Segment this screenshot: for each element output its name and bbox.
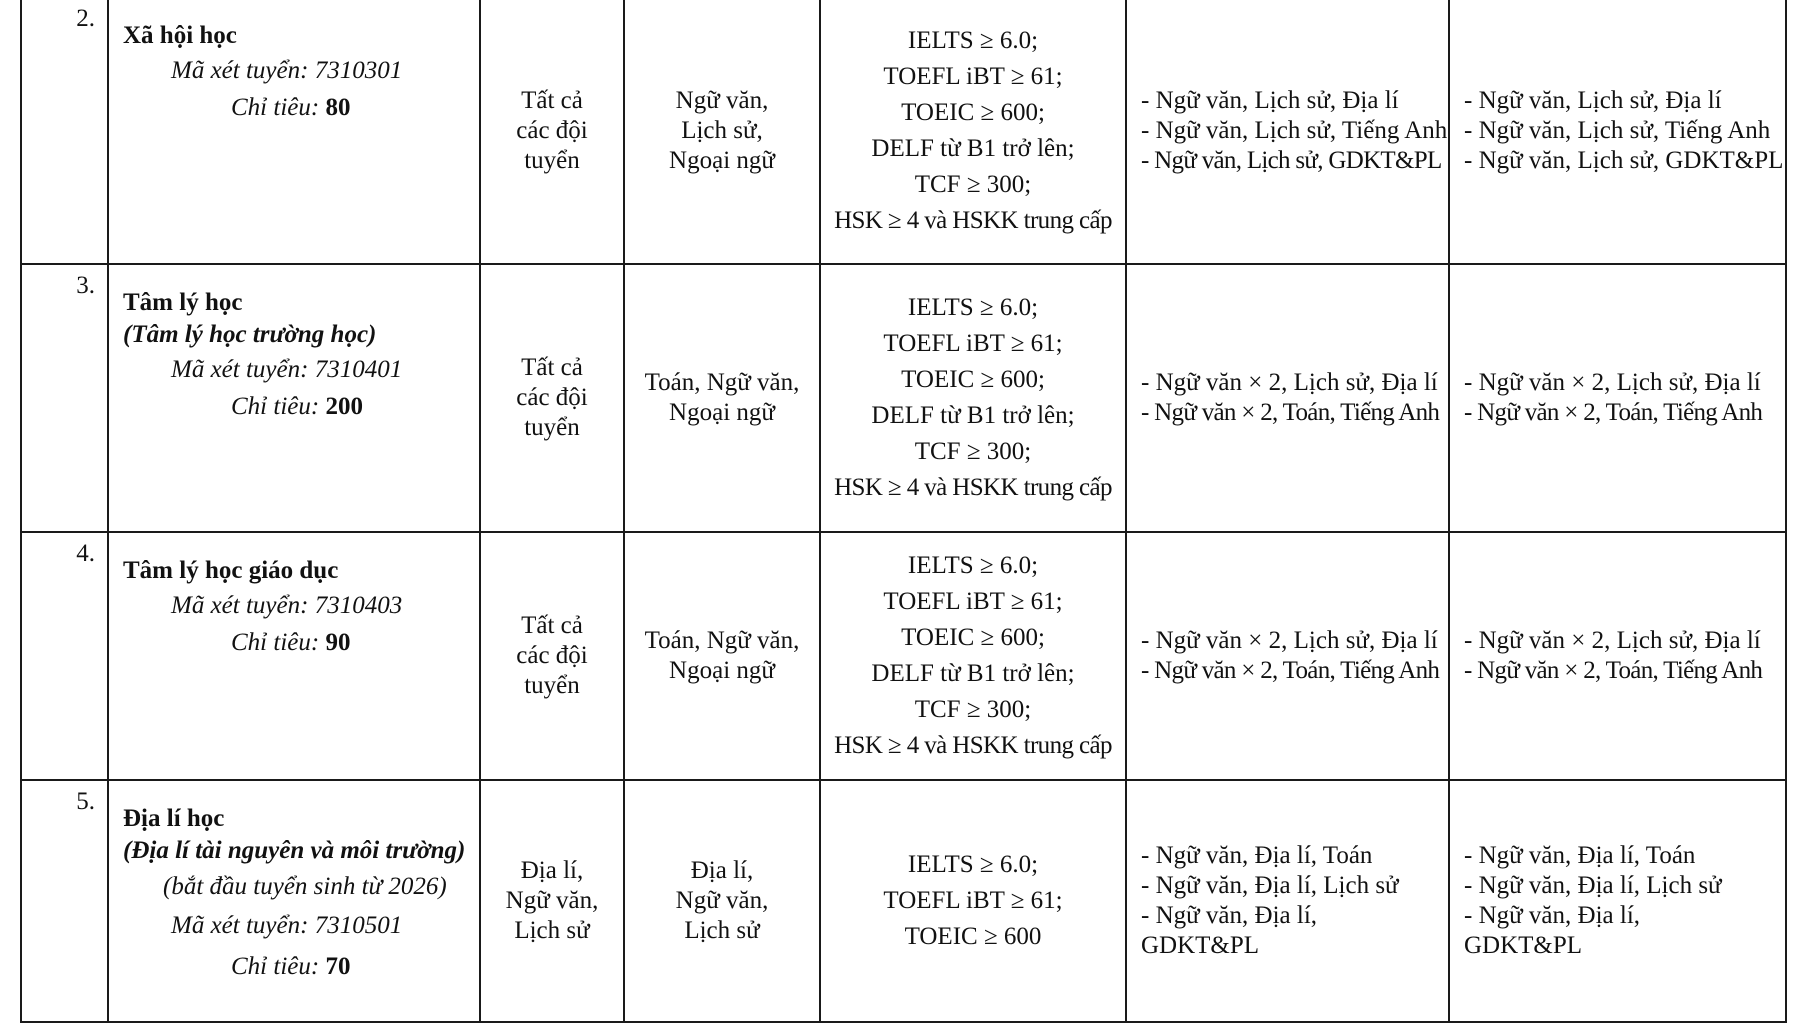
major-quota	[123, 90, 471, 126]
teams-line: Ngữ văn,	[505, 887, 599, 914]
major-code	[123, 907, 471, 945]
teams-line: tuyển	[524, 672, 580, 699]
code-label: Mã xét tuyển:	[171, 356, 309, 383]
certificate-line: DELF từ B1 trở lên;	[871, 402, 1075, 429]
combinations-cell-b	[1449, 780, 1786, 1022]
teams-line: các đội	[516, 116, 588, 144]
certificate-line: TOEFL iBT ≥ 61;	[883, 330, 1063, 357]
teams-line: Lịch sử	[514, 917, 590, 944]
combination-line: - Ngữ văn × 2, Lịch sử, Địa lí	[1464, 369, 1761, 396]
teams-cell	[480, 532, 624, 780]
certificate-line: TOEIC ≥ 600	[904, 923, 1042, 950]
subjects-line: Lịch sử	[684, 917, 760, 944]
row-number: 5.	[21, 780, 108, 1022]
combination-line: - Ngữ văn, Địa lí,	[1464, 902, 1641, 929]
quota-value: 70	[325, 953, 351, 980]
major-name: Tâm lý học giáo dục	[123, 557, 339, 584]
combination-line: - Ngữ văn × 2, Toán, Tiếng Anh	[1141, 399, 1440, 426]
certificates-cell	[820, 264, 1126, 532]
subjects-cell	[624, 264, 820, 532]
certificates-cell	[820, 0, 1126, 264]
code-label: Mã xét tuyển:	[171, 592, 309, 619]
subjects-line: Ngoại ngữ	[669, 657, 775, 684]
certificate-line: DELF từ B1 trở lên;	[871, 660, 1075, 687]
quota-label: Chỉ tiêu:	[231, 393, 320, 420]
row-number: 2.	[21, 0, 108, 264]
major-cell	[108, 0, 480, 264]
table-row	[21, 780, 1786, 1022]
major-cell	[108, 532, 480, 780]
certificate-line: TOEIC ≥ 600;	[901, 98, 1045, 126]
subjects-line: Ngữ văn,	[675, 86, 769, 114]
major-name: Địa lí học	[123, 805, 225, 832]
quota-label: Chỉ tiêu:	[231, 94, 320, 121]
certificate-line: HSK ≥ 4 và HSKK trung cấp	[834, 474, 1112, 501]
certificate-line: IELTS ≥ 6.0;	[907, 26, 1039, 54]
major-name: Tâm lý học	[123, 289, 243, 316]
row-number: 3.	[21, 264, 108, 532]
teams-line: Địa lí,	[520, 857, 584, 884]
quota-label: Chỉ tiêu:	[231, 953, 320, 980]
major-cell	[108, 780, 480, 1022]
combination-line: - Ngữ văn, Lịch sử, GDKT&PL	[1141, 146, 1442, 174]
subjects-line: Ngoại ngữ	[669, 146, 775, 174]
major-quota	[123, 945, 471, 985]
subjects-line: Địa lí,	[690, 857, 754, 884]
table-row	[21, 264, 1786, 532]
admissions-table	[20, 0, 1787, 1023]
code-value: 7310401	[314, 356, 403, 383]
certificate-line: IELTS ≥ 6.0;	[907, 851, 1039, 878]
major-name: Xã hội học	[123, 22, 237, 49]
combination-line: GDKT&PL	[1464, 932, 1583, 959]
combination-line: - Ngữ văn, Địa lí, Toán	[1464, 842, 1696, 869]
subjects-cell	[624, 780, 820, 1022]
subjects-line: Toán, Ngữ văn,	[644, 369, 800, 396]
teams-cell	[480, 264, 624, 532]
combinations-cell-b	[1449, 264, 1786, 532]
major-code	[123, 587, 471, 625]
code-value: 7310501	[314, 912, 403, 939]
subjects-cell	[624, 532, 820, 780]
combination-line: - Ngữ văn, Lịch sử, GDKT&PL	[1464, 146, 1784, 174]
combination-line: - Ngữ văn, Địa lí, Lịch sử	[1464, 872, 1722, 899]
teams-cell	[480, 780, 624, 1022]
certificate-line: TOEFL iBT ≥ 61;	[883, 588, 1063, 615]
subjects-line: Toán, Ngữ văn,	[644, 627, 800, 654]
subjects-cell	[624, 0, 820, 264]
certificate-line: TOEFL iBT ≥ 61;	[883, 62, 1063, 90]
teams-line: Tất cả	[521, 612, 583, 639]
code-value: 7310301	[314, 57, 403, 84]
certificate-line: TCF ≥ 300;	[914, 696, 1032, 723]
combination-line: - Ngữ văn × 2, Toán, Tiếng Anh	[1464, 399, 1763, 426]
teams-line: Tất cả	[521, 354, 583, 381]
major-quota	[123, 389, 471, 425]
code-label: Mã xét tuyển:	[171, 57, 309, 84]
combinations-cell-a	[1126, 0, 1449, 264]
major-code	[123, 52, 471, 90]
major-subname: (Tâm lý học trường học)	[123, 321, 377, 348]
teams-line: tuyển	[524, 414, 580, 441]
combination-line: - Ngữ văn, Địa lí,	[1141, 902, 1318, 929]
combination-line: GDKT&PL	[1141, 932, 1260, 959]
major-quota	[123, 625, 471, 661]
combination-line: - Ngữ văn × 2, Toán, Tiếng Anh	[1141, 657, 1440, 684]
combination-line: - Ngữ văn × 2, Lịch sử, Địa lí	[1141, 627, 1438, 654]
combination-line: - Ngữ văn, Địa lí, Lịch sử	[1141, 872, 1399, 899]
combination-line: - Ngữ văn × 2, Lịch sử, Địa lí	[1464, 627, 1761, 654]
major-cell	[108, 264, 480, 532]
combinations-cell-b	[1449, 532, 1786, 780]
combinations-cell-a	[1126, 780, 1449, 1022]
teams-line: các đội	[516, 642, 588, 669]
teams-line: tuyển	[524, 146, 580, 174]
certificate-line: DELF từ B1 trở lên;	[871, 134, 1075, 162]
combinations-cell-a	[1126, 532, 1449, 780]
combination-line: - Ngữ văn, Lịch sử, Tiếng Anh	[1464, 116, 1771, 144]
certificate-line: TCF ≥ 300;	[914, 170, 1032, 198]
certificates-cell	[820, 780, 1126, 1022]
subjects-line: Ngoại ngữ	[669, 399, 775, 426]
certificate-line: HSK ≥ 4 và HSKK trung cấp	[834, 206, 1112, 234]
certificate-line: IELTS ≥ 6.0;	[907, 552, 1039, 579]
combination-line: - Ngữ văn, Lịch sử, Địa lí	[1464, 86, 1722, 114]
row-number: 4.	[21, 532, 108, 780]
major-note: (bắt đầu tuyển sinh từ 2026)	[163, 873, 447, 900]
combination-line: - Ngữ văn, Lịch sử, Địa lí	[1141, 86, 1399, 114]
code-label: Mã xét tuyển:	[171, 912, 309, 939]
quota-value: 80	[325, 94, 351, 121]
quota-value: 200	[325, 393, 363, 420]
certificate-line: HSK ≥ 4 và HSKK trung cấp	[834, 732, 1112, 759]
certificate-line: TOEIC ≥ 600;	[901, 366, 1045, 393]
major-subname: (Địa lí tài nguyên và môi trường)	[123, 837, 466, 864]
subjects-line: Ngữ văn,	[675, 887, 769, 914]
certificate-line: TOEFL iBT ≥ 61;	[883, 887, 1063, 914]
code-value: 7310403	[314, 592, 403, 619]
combinations-cell-b	[1449, 0, 1786, 264]
quota-label: Chỉ tiêu:	[231, 629, 320, 656]
certificates-cell	[820, 532, 1126, 780]
certificate-line: TOEIC ≥ 600;	[901, 624, 1045, 651]
teams-line: các đội	[516, 384, 588, 411]
teams-cell	[480, 0, 624, 264]
combination-line: - Ngữ văn, Địa lí, Toán	[1141, 842, 1373, 869]
certificate-line: TCF ≥ 300;	[914, 438, 1032, 465]
combinations-cell-a	[1126, 264, 1449, 532]
table-row	[21, 532, 1786, 780]
major-code	[123, 351, 471, 389]
combination-line: - Ngữ văn × 2, Lịch sử, Địa lí	[1141, 369, 1438, 396]
subjects-line: Lịch sử,	[681, 116, 763, 144]
combination-line: - Ngữ văn, Lịch sử, Tiếng Anh	[1141, 116, 1448, 144]
table-row	[21, 0, 1786, 264]
teams-line: Tất cả	[521, 86, 583, 114]
quota-value: 90	[325, 629, 351, 656]
combination-line: - Ngữ văn × 2, Toán, Tiếng Anh	[1464, 657, 1763, 684]
certificate-line: IELTS ≥ 6.0;	[907, 294, 1039, 321]
